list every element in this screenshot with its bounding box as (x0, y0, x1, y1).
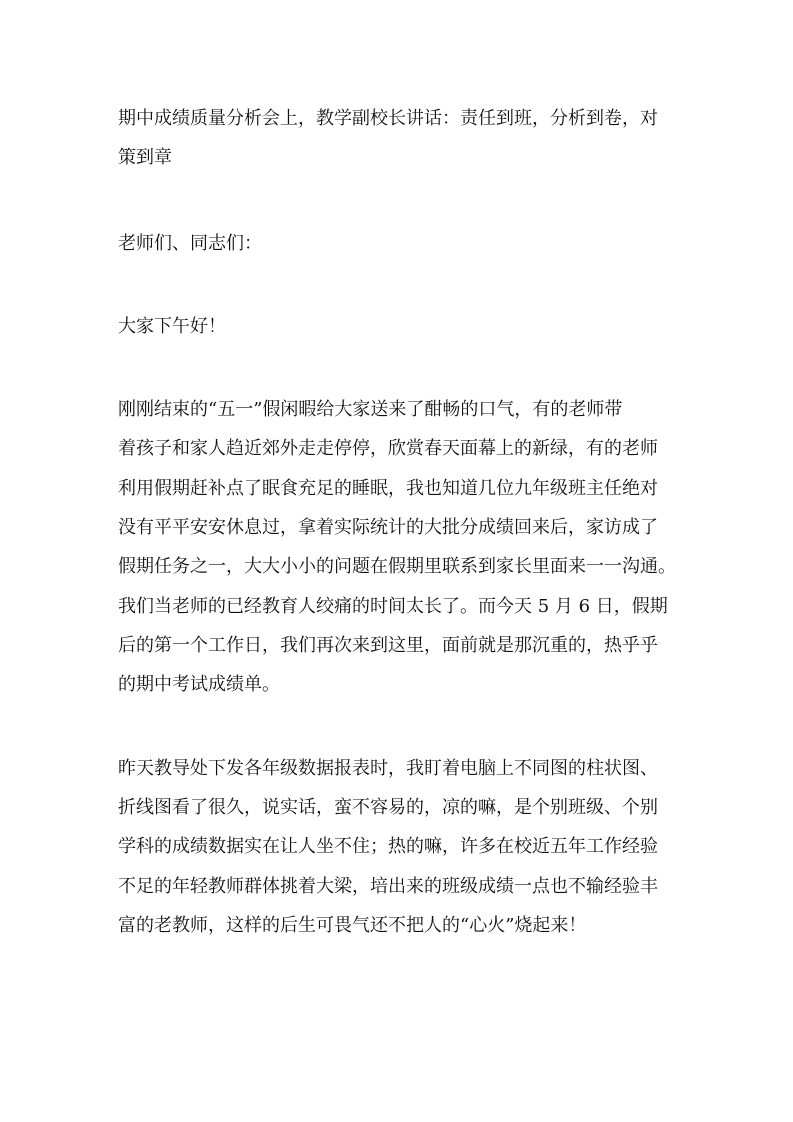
paragraph-1-line-5: 假期任务之一，大大小小的问题在假期里联系到家长里面来一一沟通。 (118, 556, 676, 577)
paragraph-1-line-7: 后的第一个工作日，我们再次来到这里，面前就是那沉重的，热乎乎 (118, 635, 658, 656)
paragraph-1-line-3: 利用假期赶补点了眠食充足的睡眠，我也知道几位九年级班主任绝对 (118, 478, 658, 499)
document-title-line-2: 策到章 (118, 147, 172, 168)
salutation: 老师们、同志们： (118, 233, 262, 254)
paragraph-2-line-4: 不足的年轻教师群体挑着大梁，培出来的班级成绩一点也不输经验丰 (118, 876, 658, 897)
paragraph-1-line-4: 没有平平安安休息过，拿着实际统计的大批分成绩回来后，家访成了 (118, 517, 658, 538)
paragraph-1-line-1: 刚刚结束的“五一”假闲暇给大家送来了酣畅的口气，有的老师带 (118, 399, 623, 420)
document-title-line-1: 期中成绩质量分析会上，教学副校长讲话：责任到班，分析到卷，对 (118, 108, 658, 129)
paragraph-1-line-6: 我们当老师的已经教育人绞痛的时间太长了。而今天 5 月 6 日，假期 (118, 596, 668, 617)
greeting: 大家下午好！ (118, 316, 226, 337)
paragraph-2-line-2: 折线图看了很久，说实话，蛮不容易的，凉的嘛，是个别班级、个别 (118, 797, 658, 818)
paragraph-2-line-5: 富的老教师，这样的后生可畏气还不把人的“心火”烧起来！ (118, 915, 587, 936)
paragraph-2-line-1: 昨天教导处下发各年级数据报表时，我盯着电脑上不同图的柱状图、 (118, 758, 658, 779)
paragraph-1-line-8: 的期中考试成绩单。 (118, 674, 280, 695)
paragraph-2-line-3: 学科的成绩数据实在让人坐不住；热的嘛，许多在校近五年工作经验 (118, 836, 658, 857)
paragraph-1-line-2: 着孩子和家人趋近郊外走走停停，欣赏春天面幕上的新绿，有的老师 (118, 438, 658, 459)
